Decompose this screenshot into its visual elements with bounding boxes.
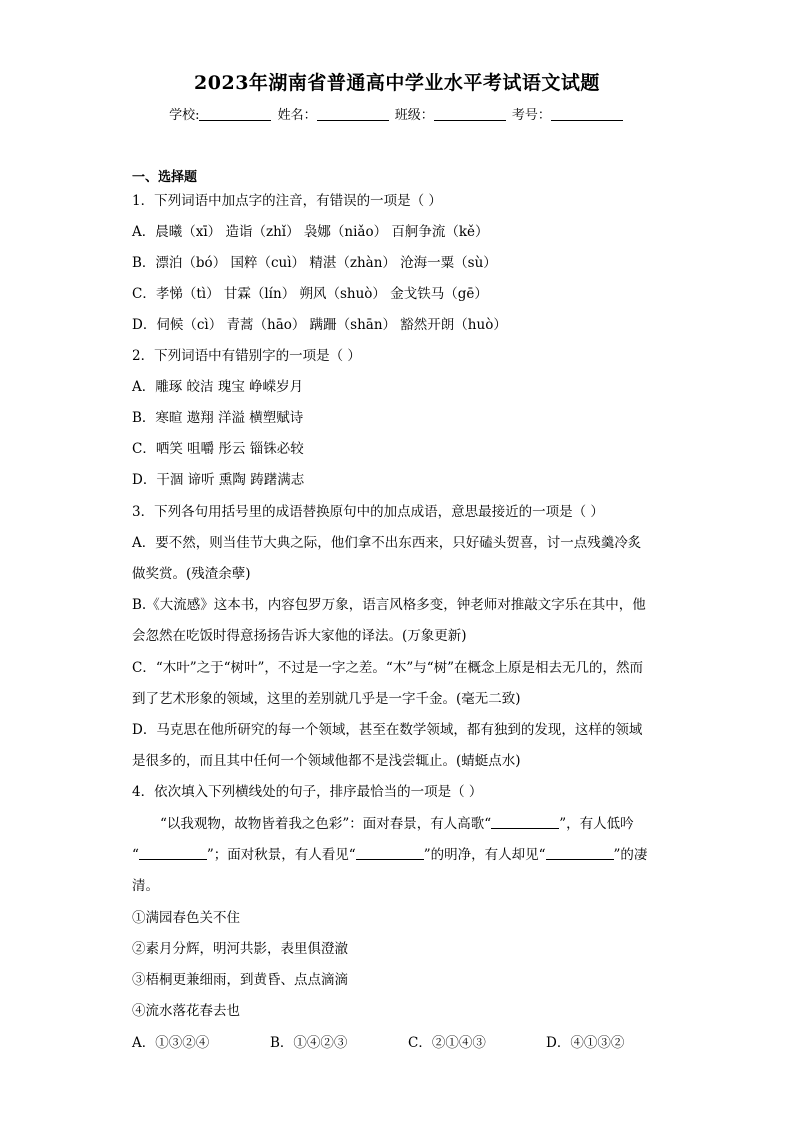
q4-text: ”的凄	[613, 847, 648, 863]
class-label: 班级：	[394, 108, 434, 123]
q4-text: “以我观物，故物皆着我之色彩”：面对春景，有人高歌“	[160, 816, 492, 832]
question-3-option-a-cont: 做奖赏。(残渣余孽)	[132, 566, 251, 582]
question-3-option-d: D．马克思在他所研究的每一个领域，甚至在数学领域，都有独到的发现，这样的领域	[132, 722, 643, 738]
question-4-passage-line-2	[132, 847, 647, 863]
question-1-option-a: A．晨曦（xī） 造诣（zhǐ） 袅娜（niǎo） 百舸争流（kě）	[132, 224, 489, 240]
fill-blank	[491, 816, 559, 829]
section-heading: 一、选择题	[132, 170, 198, 185]
question-2-option-d: D．干涸 谛听 熏陶 踌躇满志	[132, 472, 305, 488]
q4-text: “	[132, 847, 139, 863]
question-3-option-b-cont: 会忽然在吃饭时得意扬扬告诉大家他的译法。(万象更新)	[132, 628, 467, 644]
name-label: 姓名：	[277, 108, 317, 123]
question-1-stem: 1．下列词语中加点字的注音，有错误的一项是（ ）	[132, 193, 442, 209]
question-3-option-d-cont: 是很多的，而且其中任何一个领域他都不是浅尝辄止。(蜻蜓点水)	[132, 753, 521, 769]
q4-text: ”的明净，有人却见“	[423, 847, 546, 863]
question-4-option-b: B．①④②③	[270, 1035, 348, 1051]
number-label: 考号：	[511, 108, 551, 123]
question-4-item-1: ①满园春色关不住	[132, 910, 240, 926]
question-3-option-c-cont: 到了艺术形象的领域，这里的差别就几乎是一字千金。(毫无二致)	[132, 691, 521, 707]
student-info-row	[0, 104, 794, 123]
question-3-stem: 3．下列各句用括号里的成语替换原句中的加点成语，意思最接近的一项是（ ）	[132, 504, 604, 520]
q4-text: ”，有人低吟	[559, 816, 634, 832]
question-4-option-a: A．①③②④	[132, 1035, 210, 1051]
question-4-options	[132, 1035, 684, 1051]
question-4-stem: 4．依次填入下列横线处的句子，排序最恰当的一项是（ ）	[132, 784, 483, 800]
question-3-option-b: B.《大流感》这本书，内容包罗万象，语言风格多变，钟老师对推敲文字乐在其中，他	[132, 597, 646, 613]
question-2-option-a: A．雕琢 皎洁 瑰宝 峥嵘岁月	[132, 379, 304, 395]
question-1-option-b: B．漂泊（bó） 国粹（cuì） 精湛（zhàn） 沧海一粟（sù）	[132, 255, 497, 271]
class-blank[interactable]	[434, 108, 506, 121]
question-4-item-2: ②素月分辉，明河共影，表里俱澄澈	[132, 941, 348, 957]
question-4-option-d: D．④①③②	[546, 1035, 625, 1051]
question-4-item-3: ③梧桐更兼细雨，到黄昏、点点滴滴	[132, 972, 348, 988]
school-blank[interactable]	[199, 108, 271, 121]
name-blank[interactable]	[317, 108, 389, 121]
question-1-option-d: D．伺候（cì） 青蒿（hāo） 蹒跚（shān） 豁然开朗（huò）	[132, 317, 507, 333]
question-4-option-c: C．②①④③	[408, 1035, 486, 1051]
exam-title: 2023年湖南省普通高中学业水平考试语文试题	[194, 72, 600, 94]
question-4-passage-line-1	[160, 816, 634, 832]
question-2-stem: 2．下列词语中有错别字的一项是（ ）	[132, 348, 361, 364]
school-label: 学校:	[169, 108, 200, 123]
question-3-option-a: A．要不然，则当佳节大典之际，他们拿不出东西来，只好磕头贺喜，讨一点残羹冷炙	[132, 535, 642, 551]
fill-blank	[546, 847, 614, 860]
fill-blank	[139, 847, 207, 860]
question-4-item-4: ④流水落花春去也	[132, 1003, 240, 1019]
question-3-option-c: C．“木叶”之于“树叶”，不过是一字之差。“木”与“树”在概念上原是相去无几的，然而	[132, 660, 644, 676]
q4-text: ”；面对秋景，有人看见“	[206, 847, 356, 863]
fill-blank	[356, 847, 424, 860]
question-2-option-c: C．哂笑 咀嚼 彤云 锱铢必较	[132, 441, 304, 457]
question-1-option-c: C．孝悌（tì） 甘霖（lín） 朔风（shuò） 金戈铁马（gē）	[132, 286, 488, 302]
question-4-passage-line-3: 清。	[132, 878, 159, 894]
question-2-option-b: B．寒暄 遨翔 洋溢 横塑赋诗	[132, 410, 304, 426]
number-blank[interactable]	[551, 108, 623, 121]
